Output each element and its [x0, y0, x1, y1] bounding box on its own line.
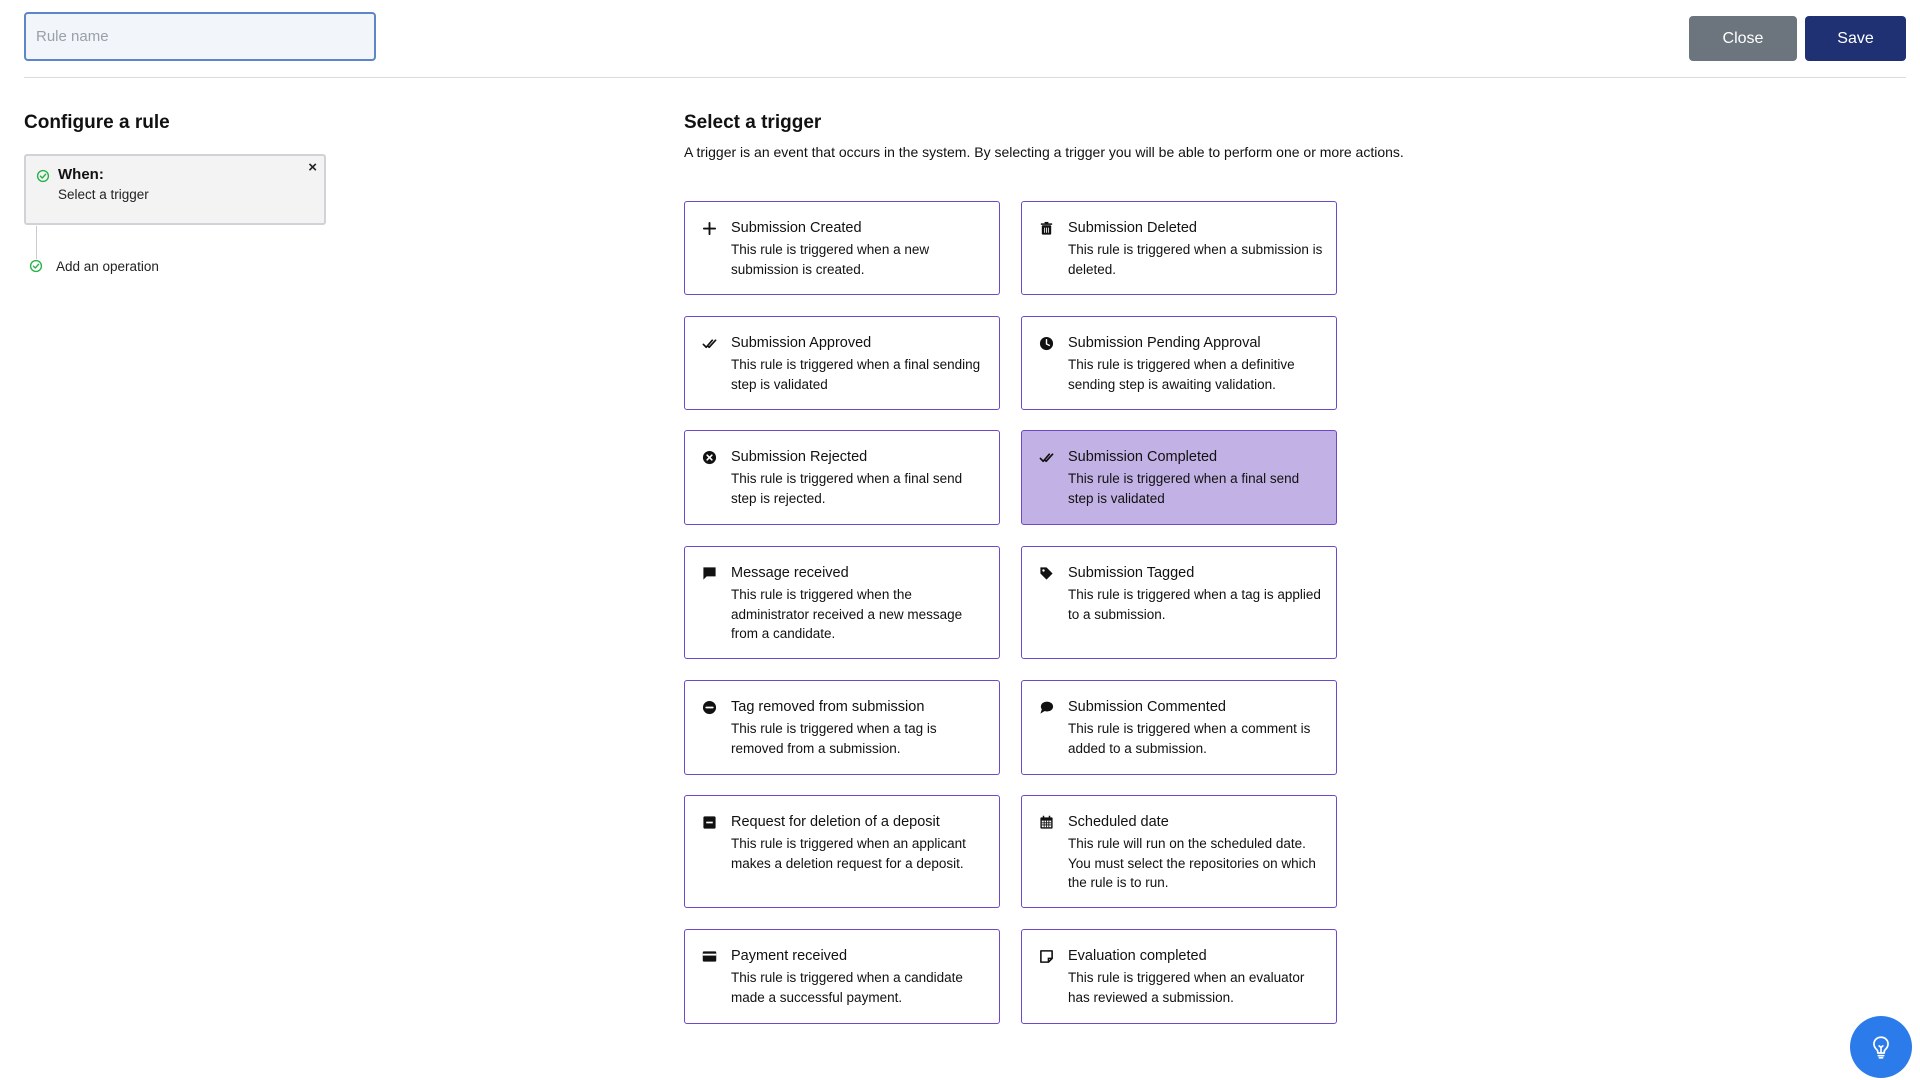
card-description: This rule is triggered when a final send step is rejected.	[731, 471, 963, 506]
double-check-icon	[701, 335, 717, 351]
connector-line	[36, 226, 37, 259]
trigger-title: Select a trigger	[684, 112, 822, 133]
card-description: This rule is triggered when a tag is applied to a submission.	[1068, 587, 1321, 622]
card-title: Request for deletion of a deposit	[731, 814, 940, 830]
check-circle-icon	[29, 259, 43, 273]
card-description: This rule is triggered when a new submission is created.	[731, 242, 930, 277]
trigger-card-submission-completed[interactable]	[1021, 430, 1337, 525]
card-description: This rule is triggered when a submission is deleted.	[1068, 242, 1323, 277]
check-circle-icon	[36, 169, 50, 183]
card-description: This rule is triggered when a candidate made a successful payment.	[731, 970, 963, 1005]
card-title: Submission Rejected	[731, 449, 868, 465]
card-title: Evaluation completed	[1068, 948, 1207, 964]
when-trigger-card[interactable]	[24, 154, 326, 225]
trigger-card-message-received[interactable]	[684, 546, 1000, 659]
top-bar	[24, 12, 1906, 78]
lightbulb-icon	[1868, 1034, 1894, 1060]
trigger-card-submission-rejected[interactable]	[684, 430, 1000, 525]
double-check-icon	[1038, 449, 1054, 465]
card-title: Tag removed from submission	[731, 699, 925, 715]
card-title: Scheduled date	[1068, 814, 1169, 830]
card-description: This rule is triggered when a definitive sending step is awaiting validation.	[1068, 357, 1295, 392]
card-title: Message received	[731, 565, 849, 581]
card-description: This rule is triggered when an evaluator has reviewed a submission.	[1068, 970, 1305, 1005]
sticky-note-icon	[1038, 948, 1054, 964]
configure-title: Configure a rule	[24, 112, 170, 133]
close-button[interactable]: Close	[1689, 16, 1797, 61]
card-title: Payment received	[731, 948, 848, 964]
trigger-card-deletion-request[interactable]	[684, 795, 1000, 908]
rule-name-input[interactable]	[24, 12, 376, 61]
credit-card-icon	[701, 948, 717, 964]
clock-icon	[1038, 335, 1054, 351]
card-title: Submission Completed	[1068, 449, 1218, 465]
card-title: Submission Deleted	[1068, 220, 1197, 236]
trigger-card-submission-created[interactable]	[684, 201, 1000, 295]
add-operation-link[interactable]: Add an operation	[56, 258, 159, 274]
card-description: This rule is triggered when a tag is removed from a submission.	[731, 721, 937, 756]
message-icon	[701, 565, 717, 581]
trigger-description: A trigger is an event that occurs in the system. By selecting a trigger you will be able to perform one or more actions.	[684, 144, 1404, 160]
trigger-card-payment-received[interactable]	[684, 929, 1000, 1024]
trigger-card-submission-commented[interactable]	[1021, 680, 1337, 775]
card-description: This rule is triggered when an applicant makes a deletion request for a deposit.	[731, 836, 966, 871]
card-description: This rule is triggered when a final send step is validated	[1068, 471, 1300, 506]
add-operation-row[interactable]	[29, 256, 159, 276]
comment-icon	[1038, 699, 1054, 715]
calendar-icon	[1038, 814, 1054, 830]
when-subtitle: Select a trigger	[58, 187, 149, 202]
minus-square-icon	[701, 814, 717, 830]
trigger-card-submission-deleted[interactable]	[1021, 201, 1337, 295]
card-description: This rule is triggered when the administrator received a new message from a candidate.	[731, 587, 963, 641]
card-title: Submission Pending Approval	[1068, 335, 1261, 351]
trash-icon	[1038, 220, 1054, 236]
tag-icon	[1038, 565, 1054, 581]
trigger-card-scheduled-date[interactable]	[1021, 795, 1337, 908]
help-button[interactable]	[1850, 1016, 1912, 1078]
when-label: When:	[58, 166, 104, 183]
save-button[interactable]: Save	[1805, 16, 1906, 61]
card-description: This rule is triggered when a comment is added to a submission.	[1068, 721, 1311, 756]
card-title: Submission Tagged	[1068, 565, 1195, 581]
card-description: This rule will run on the scheduled date. You must select the repositories on which the rule is to run.	[1068, 836, 1316, 890]
card-title: Submission Created	[731, 220, 862, 236]
trigger-card-submission-pending-approval[interactable]	[1021, 316, 1337, 410]
x-circle-icon	[701, 449, 717, 465]
plus-icon	[701, 220, 717, 236]
card-description: This rule is triggered when a final sending step is validated	[731, 357, 981, 392]
minus-circle-icon	[701, 699, 717, 715]
trigger-card-submission-approved[interactable]	[684, 316, 1000, 410]
close-icon[interactable]: ×	[308, 159, 317, 176]
card-title: Submission Commented	[1068, 699, 1226, 715]
card-title: Submission Approved	[731, 335, 872, 351]
trigger-card-evaluation-completed[interactable]	[1021, 929, 1337, 1024]
trigger-card-tag-removed[interactable]	[684, 680, 1000, 775]
trigger-card-submission-tagged[interactable]	[1021, 546, 1337, 659]
